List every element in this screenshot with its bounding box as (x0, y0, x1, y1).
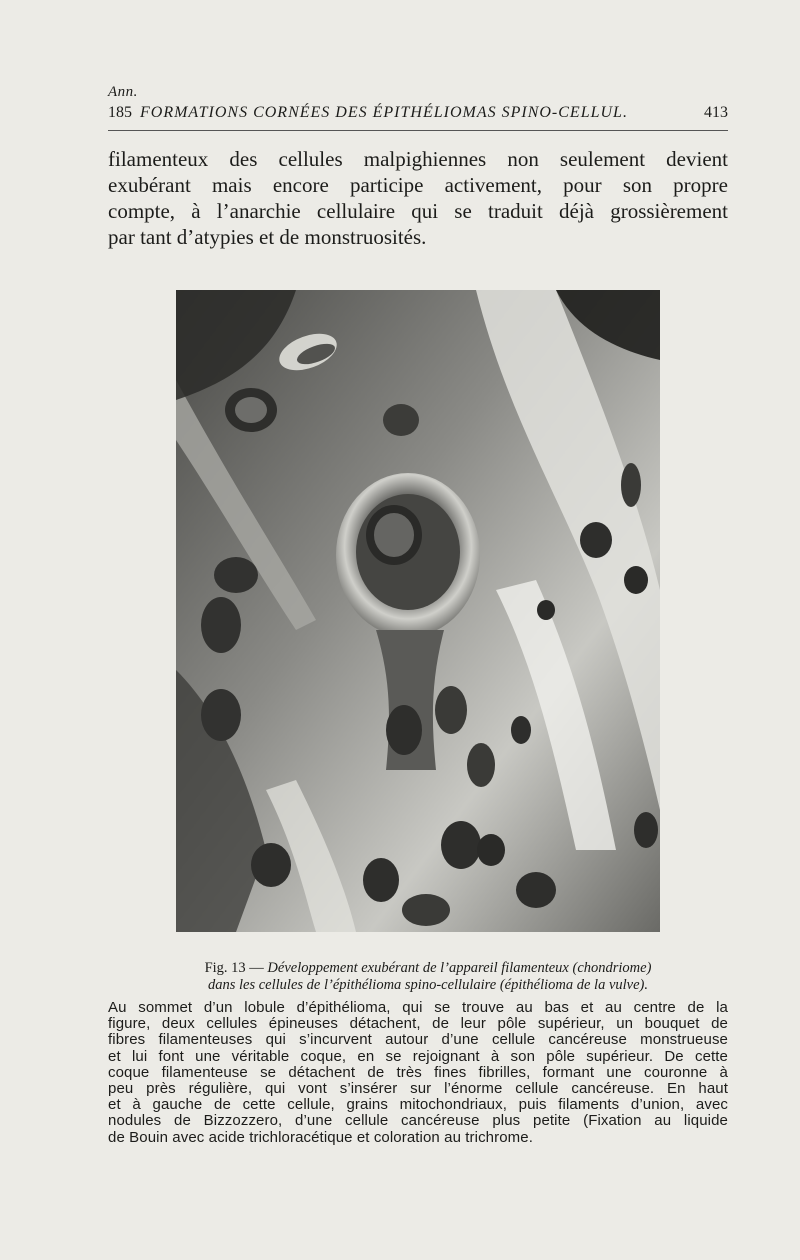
body-line: filamenteux des cellules malpighiennes non seulement devient (108, 147, 728, 171)
description-line: Au sommet d’un lobule d’épithélioma, qui se trouve au bas et au centre de la (108, 999, 728, 1016)
description-line: nodules de Bizzozzero, d’une cellule cancéreuse plus petite (Fixation au liquide (108, 1112, 728, 1130)
page-number: 413 (704, 104, 728, 121)
body-line: exubérant mais encore participe activement, pour son propre (108, 173, 728, 197)
header-rule (108, 130, 728, 131)
figure-title-line2: dans les cellules de l’épithélioma spino-cellulaire (épithélioma de la vulve). (208, 977, 648, 993)
description-line: et à gauche de cette cellule, grains mitochondriaux, puis filaments d’union, avec (108, 1096, 728, 1114)
journal-abbrev: Ann. (108, 84, 138, 100)
description-line: peu près régulière, qui vont s’insérer sur l’énorme cellule cancéreuse. En haut (108, 1080, 728, 1098)
figure-title-line1: Développement exubérant de l’appareil filamenteux (chondriome) (267, 960, 652, 976)
description-line: et lui font une véritable coque, en se rejoignant à son pôle supérieur. De cette (108, 1047, 728, 1065)
description-line: figure, deux cellules épineuses détachent, de leur pôle supérieur, un bouquet de (108, 1015, 728, 1033)
body-paragraph (108, 146, 728, 250)
micrograph-figure (176, 290, 660, 932)
body-line: compte, à l’anarchie cellulaire qui se traduit déjà grossièrement (108, 199, 728, 223)
running-title: FORMATIONS CORNÉES DES ÉPITHÉLIOMAS SPINO-CELLUL. (140, 104, 628, 121)
micrograph-image (176, 290, 660, 932)
figure-description (108, 1000, 728, 1146)
running-header (108, 104, 728, 122)
figure-label: Fig. 13 — (204, 960, 264, 976)
description-line: coque filamenteuse se détachent de très fines fibrilles, formant une couronne à (108, 1063, 728, 1081)
body-line: par tant d’atypies et de monstruosités. (108, 225, 427, 249)
figure-caption (148, 960, 708, 994)
header-page-left: 185 (108, 104, 132, 121)
description-line: de Bouin avec acide trichloracétique et coloration au trichrome. (108, 1128, 533, 1146)
description-line: fibres filamenteuses qui s’incurvent autour d’une cellule cancéreuse monstrueuse (108, 1031, 728, 1049)
